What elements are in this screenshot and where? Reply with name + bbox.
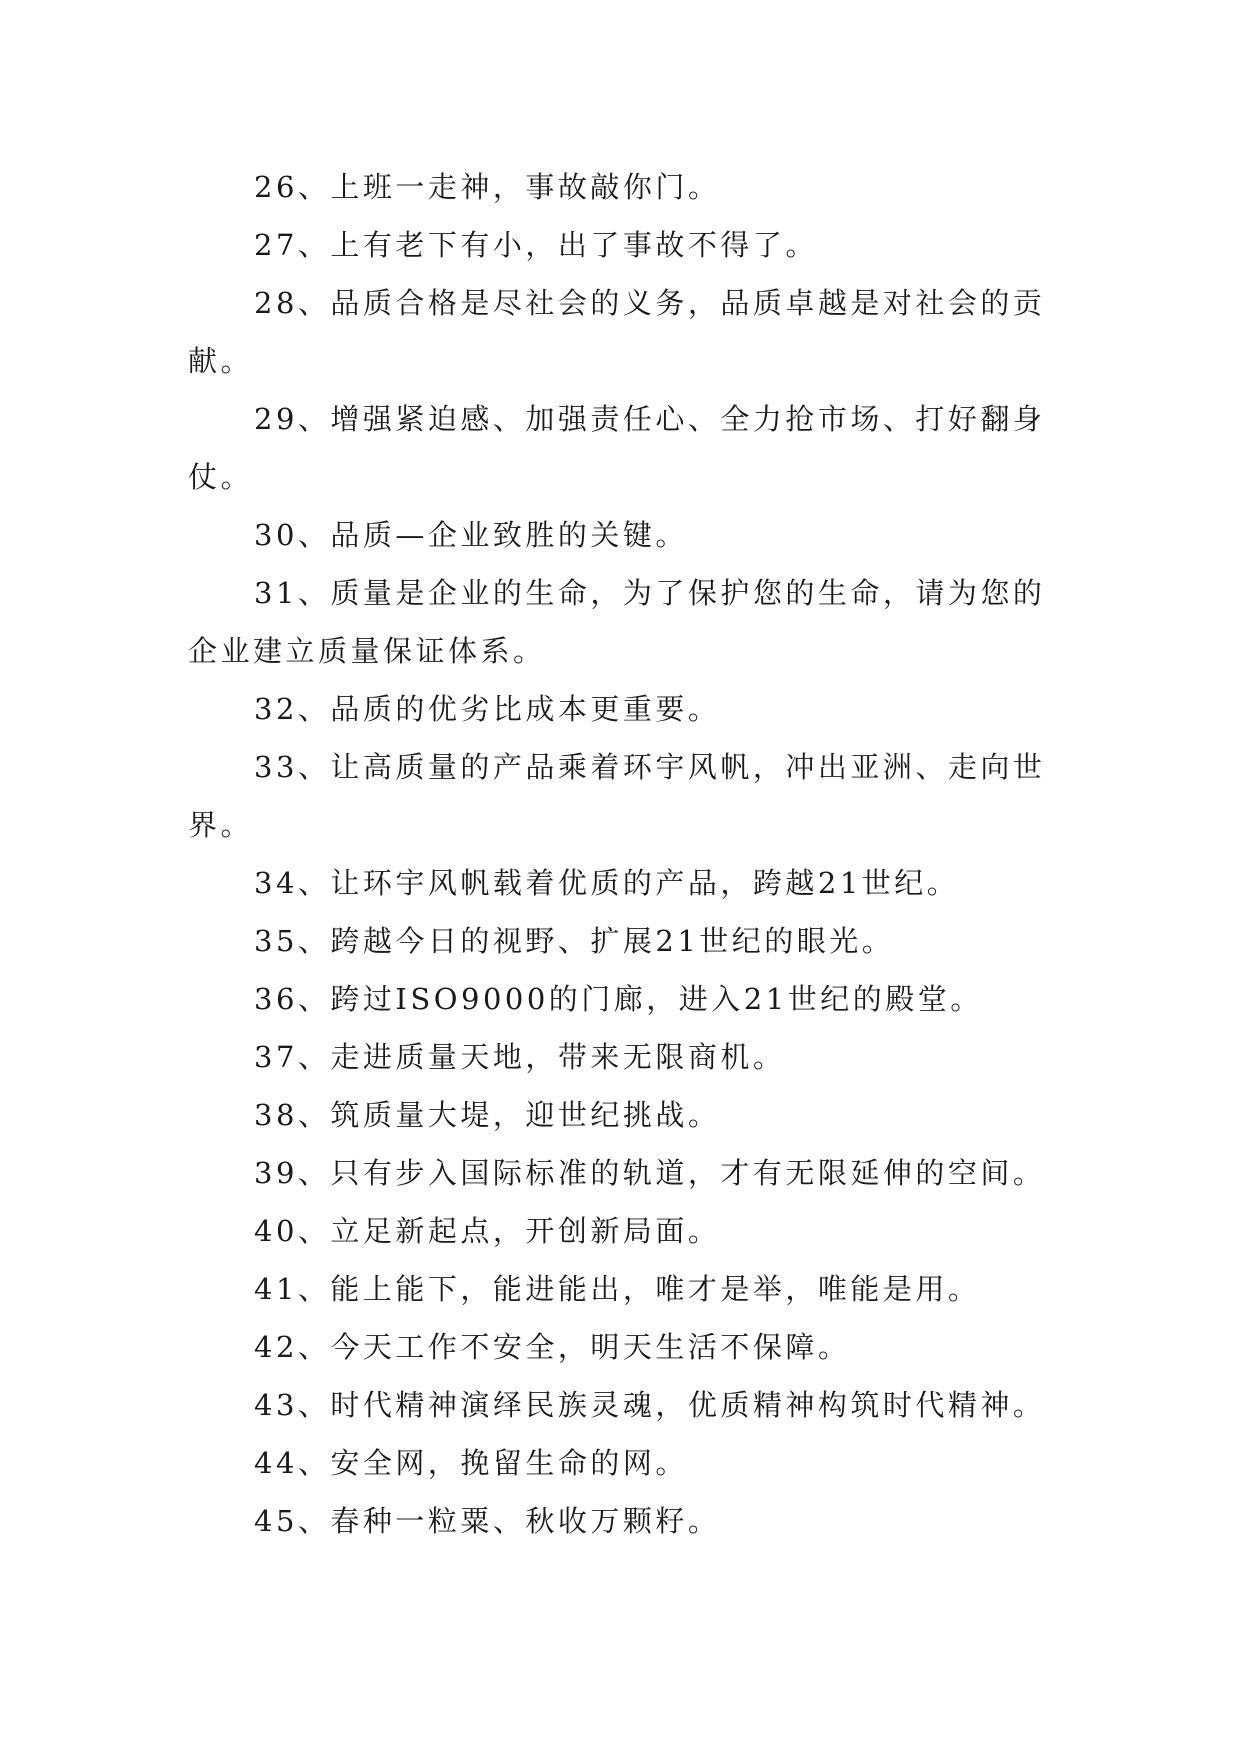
- list-item: 32、品质的优劣比成本更重要。: [254, 692, 721, 726]
- list-item: 29、增强紧迫感、加强责任心、全力抢市场、打好翻身仗。: [188, 402, 1046, 494]
- list-item: 45、春种一粒粟、秋收万颗籽。: [254, 1504, 721, 1538]
- list-item: 42、今天工作不安全，明天生活不保障。: [254, 1330, 851, 1364]
- list-item: 43、时代精神演绎民族灵魂，优质精神构筑时代精神。: [254, 1388, 1046, 1422]
- list-item: 34、让环宇风帆载着优质的产品，跨越21世纪。: [254, 866, 960, 900]
- list-item: 41、能上能下，能进能出，唯才是举，唯能是用。: [254, 1272, 981, 1306]
- list-item: 31、质量是企业的生命，为了保护您的生命，请为您的企业建立质量保证体系。: [188, 576, 1046, 668]
- list-item: 28、品质合格是尽社会的义务，品质卓越是对社会的贡献。: [188, 286, 1046, 378]
- list-item: 37、走进质量天地，带来无限商机。: [254, 1040, 786, 1074]
- list-item: 27、上有老下有小，出了事故不得了。: [254, 228, 818, 262]
- list-item: 30、品质—企业致胜的关键。: [254, 518, 688, 552]
- list-item: 39、只有步入国际标准的轨道，才有无限延伸的空间。: [254, 1156, 1046, 1190]
- list-item: 33、让高质量的产品乘着环宇风帆，冲出亚洲、走向世界。: [188, 750, 1046, 842]
- list-item: 44、安全网，挽留生命的网。: [254, 1446, 688, 1480]
- list-item: 35、跨越今日的视野、扩展21世纪的眼光。: [254, 924, 895, 958]
- list-item: 38、筑质量大堤，迎世纪挑战。: [254, 1098, 721, 1132]
- list-item: 40、立足新起点，开创新局面。: [254, 1214, 721, 1248]
- list-item: 26、上班一走神，事故敲你门。: [254, 170, 721, 204]
- list-item: 36、跨过ISO9000的门廊，进入21世纪的殿堂。: [254, 982, 983, 1016]
- slogan-list: [188, 158, 1054, 1550]
